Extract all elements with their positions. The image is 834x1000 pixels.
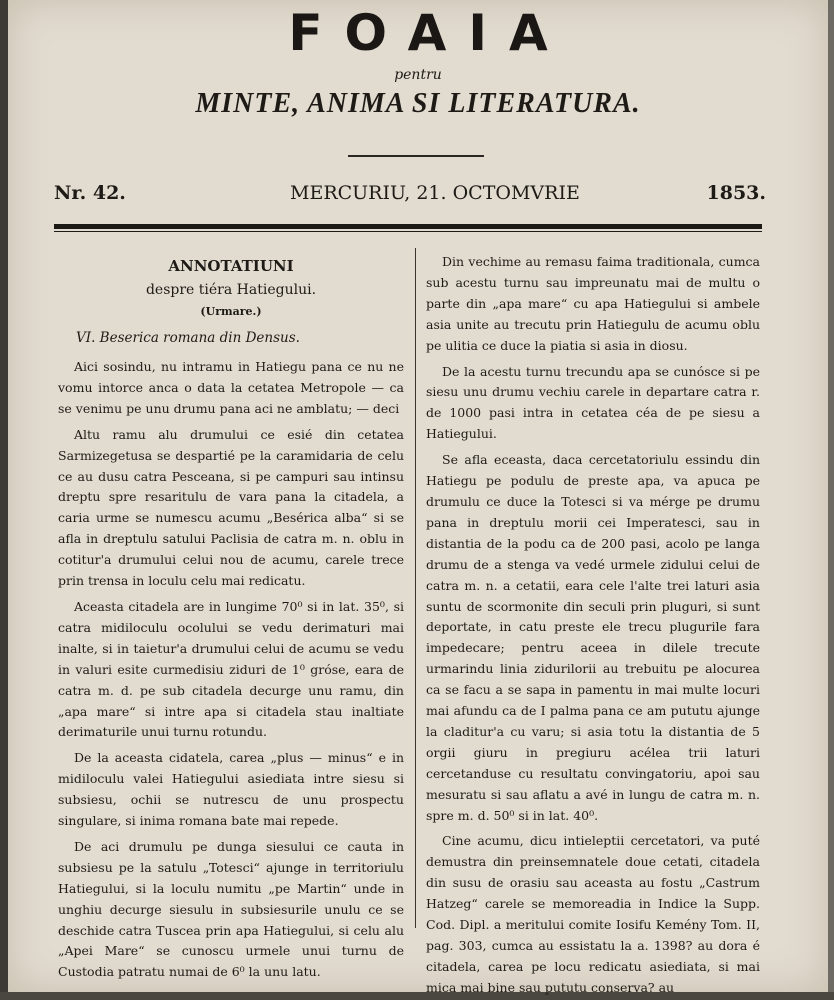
left-shadow-edge xyxy=(0,0,8,1000)
header-thin-rule xyxy=(54,231,762,232)
paragraph: Altu ramu alu drumului ce esié din cetatea Sarmizegetusa se despartié pe la caramidaria de celu ce au dusu catra Pesceana, si pe campuri sau intinsu dreptu spre resaritulu de vara pana la citadela, a caria urme se numescu acumu „Besérica alba“ si se afla in dreptulu satului Paclisia de catra m. n. oblu in cotitur'a drumului celui nou de acumu, carele trece prin trensa in loculu celu mai redicatu. xyxy=(58,426,404,589)
column-divider xyxy=(415,248,416,928)
article-continued-note: (Urmare.) xyxy=(200,305,262,318)
paragraph: Aceasta citadela are in lungime 70⁰ si in lat. 35⁰, si catra midiloculu ocolului se vedu derimaturi mai inalte, si in taietur'a drumului celui de acumu se vedu in valuri esite curmedisiu ziduri de 1⁰ gróse, eara de catra m. d. pe sub citadela decurge unu ramu, din „apa mare“ si intre apa si citadela stau inaltiate derimaturile unui turnu rotundu. xyxy=(58,598,404,740)
paragraph: Se afla eceasta, daca cercetatoriulu essindu din Hatiegu pe podulu de preste apa, va apuca pe drumulu ce duce la Totesci si va mérge pe drumu pana in dreptulu morii cei Imperatesci, sau in distantia de la podu ca de 200 pasi, acolo pe langa drumu de a stenga va vedé urmele zidului celui de catra m. n. a cetatii, eara cele l'alte trei laturi asia suntu de scormonite din seculi prin pluguri, si sunt deportate, in catu preste ele trecu plugurile fara impedecare; pentru aceea in dilele trecute urmarindu linia zidurilorii au trebuitu pe alocurea ca se facu a se sapa in pamentu in mai multe locuri mai afundu ca de I palma pana ce am pututu ajunge la claditur'a cu varu; si asia totu la distantia de 5 orgii giuru in pregiuru acélea trii laturi cercetanduse cu resultatu convingatoriu, apoi sau mesuratu si sau aflatu a avé in lungu de catra m. n. spre m. d. 50⁰ si in lat. 40⁰. xyxy=(426,452,760,823)
article-title: ANNOTATIUNI xyxy=(168,257,294,275)
masthead-pentru: pentru xyxy=(394,67,442,83)
issue-date: MERCURIU, 21. OCTOMVRIE xyxy=(290,182,580,204)
paragraph: De aci drumulu pe dunga siesului ce cauta in subsiesu pe la satulu „Totesci“ ajunge in territoriulu Hatiegului, si la loculu numitu „pe Martin“ unde in unghiu decurge siesulu in subsiesurile unulu ce se deschide catra Tuscea prin apa Hatiegului, si celu alu „Apei Mare“ se cunoscu urmele unui turnu de Custodia patratu numai de 6⁰ la unu latu. xyxy=(58,838,404,980)
paragraph: Aici sosindu, nu intramu in Hatiegu pana ce nu ne vomu intorce anca o data la cetatea Metropole — ca se venimu pe unu drumu pana aci ne amblatu; — deci xyxy=(58,359,404,416)
masthead-divider xyxy=(348,155,484,157)
paragraph: De la acestu turnu trecundu apa se cunósce si pe siesu unu drumu vechiu carele in departare catra r. de 1000 pasi intra in cetatea céa de pe siesu a Hatiegului. xyxy=(426,363,760,442)
newspaper-page xyxy=(8,0,828,995)
paragraph: Din vechime au remasu faima traditionala, cumca sub acestu turnu sau impreunatu mai de multu o parte din „apa mare“ cu apa Hatiegului si ambele asia unite au trecutu prin Hatiegulu de acumu oblu pe ulitia ce duce la piatia si asia in diosu. xyxy=(426,254,760,353)
issue-year: 1853. xyxy=(706,182,766,204)
issue-line xyxy=(54,182,766,208)
right-column xyxy=(426,252,760,999)
left-column xyxy=(58,252,404,983)
masthead xyxy=(8,6,828,120)
article-subtitle: despre tiéra Hatiegului. xyxy=(145,282,317,298)
masthead-subtitle: MINTE, ANIMA SI LITERATURA. xyxy=(195,88,641,119)
paragraph: De la aceasta cidatela, carea „plus — minus“ e in midiloculu valei Hatiegului asiediata intre siesu si subsiesu, ochii se nutrescu de unu prospectu singulare, si inima romana bate mai repede. xyxy=(58,750,404,829)
section-heading: VI. Beserica romana din Densus. xyxy=(76,330,300,346)
issue-number: Nr. 42. xyxy=(54,182,126,204)
header-thick-rule xyxy=(54,224,762,229)
paragraph: Cine acumu, dicu intieleptii cercetatori, va puté demustra din preinsemnatele doue cetati, citadela din susu de orasiu sau aceasta au fostu „Castrum Hatzeg“ carele se memoreadia in Indice la Supp. Cod. Dipl. a meritului comite Iosifu Kemény Tom. II, pag. 303, cumca au essistatu la a. 1398? au dora é citadela, carea pe locu redicatu asiediata, si mai mica mai bine sau pututu conserva? au xyxy=(426,833,760,995)
masthead-title: FOAIA xyxy=(288,4,570,62)
